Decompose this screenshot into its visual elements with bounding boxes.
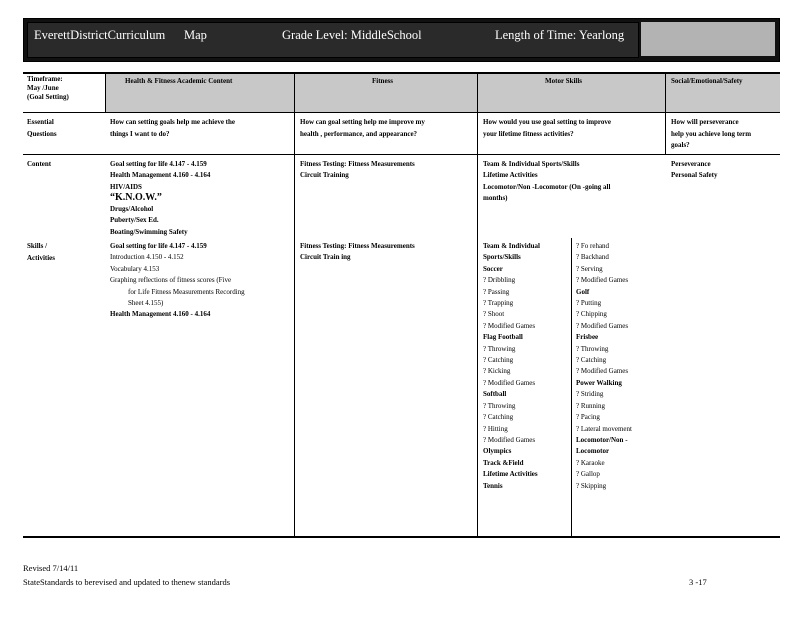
list-item: Circuit Train ing [300,253,351,262]
social-content-list [671,159,717,182]
list-item: ? Modified Games [576,367,629,376]
list-item: Locomotor [576,447,610,456]
motor-split-divider [571,238,572,537]
essential-label-2: Questions [27,130,57,138]
social-column-header: Social/Emotional/Safety [671,77,743,85]
list-item: Olympics [483,447,512,456]
list-item: ? Serving [576,264,603,273]
list-item: Graphing reflections of fitness scores (Five [110,276,232,285]
list-item: ? Chipping [576,310,607,319]
list-item: ? Passing [483,287,510,296]
health-content-list [110,159,210,193]
list-item: Sports/Skills [483,253,521,262]
list-item: Team & Individual [483,242,540,250]
list-item: for Life Fitness Measurements Recording [128,287,245,296]
list-item: Health Management 4.160 - 4.164 [110,171,211,180]
list-item: ? Modified Games [576,276,629,285]
table-top-rule [23,72,780,74]
list-item: Soccer [483,264,503,273]
list-item: Frisbee [576,333,599,342]
list-item: ? Throwing [483,401,516,410]
district-title: EverettDistrictCurriculum [34,28,166,42]
timeframe-label: Timeframe: [27,75,63,83]
list-item: Personal Safety [671,171,718,180]
list-item: Boating/Swimming Safety [110,227,188,236]
table-bottom-rule [23,536,780,538]
list-item: ? Striding [576,390,604,399]
list-item: Power Walking [576,378,622,387]
health-question-1: How can setting goals help me achieve the [110,118,236,126]
list-item: Perseverance [671,160,711,168]
list-item: ? Dribbling [483,276,516,285]
list-item: ? Modified Games [483,435,536,444]
list-item: Team & Individual Sports/Skills [483,160,580,168]
map-title: Map [184,28,207,42]
header-gray-block [641,22,775,56]
list-item: ? Running [576,401,605,410]
list-item: Goal setting for life 4.147 - 4.159 [110,242,207,250]
health-column-header: Health & Fitness Academic Content [125,77,233,85]
list-item: Fitness Testing: Fitness Measurements [300,160,415,168]
list-item: Sheet 4.155) [128,299,164,308]
list-item: Locomotor/Non -Locomotor (On -going all [483,182,611,191]
list-item: Goal setting for life 4.147 - 4.159 [110,160,207,168]
list-item: ? Hitting [483,424,508,433]
curriculum-table [23,72,780,538]
list-item: ? Catching [483,356,514,365]
social-question-1: How will perseverance [671,118,739,126]
social-question-3: goals? [671,141,690,149]
list-item: Locomotor/Non - [576,435,628,444]
list-item: Introduction 4.150 - 4.152 [110,253,184,262]
header-banner [23,18,780,62]
list-item: ? Skipping [576,481,607,490]
col-divider-4 [665,72,666,154]
list-item: ? Lateral movement [576,424,632,433]
list-item: Tennis [483,481,503,490]
motor-question-2: your lifetime fitness activities? [483,130,574,138]
list-item: ? Karaoke [576,458,605,467]
fitness-column-header: Fitness [372,77,393,85]
revised-date: Revised 7/14/11 [23,563,79,573]
fitness-skills-list [300,241,415,264]
list-item: Lifetime Activities [483,171,538,180]
timeframe-goal: (Goal Setting) [27,93,69,101]
fitness-question-2: health , performance, and appearance? [300,130,418,138]
fitness-content-list [300,159,415,182]
grade-level: Grade Level: MiddleSchool [282,28,422,42]
motor-content-list [483,159,610,205]
list-item: ? Pacing [576,413,600,422]
list-item: Softball [483,390,507,399]
motor-column-header: Motor Skills [545,77,583,85]
list-item: ? Backhand [576,253,609,262]
skills-label-1: Skills / [27,242,48,250]
health-content-topics [110,204,188,238]
col-divider-3 [477,72,478,537]
health-question-2: things I want to do? [110,130,170,138]
know-heading: “K.N.O.W.” [110,192,162,203]
list-item: Golf [576,287,590,296]
list-item: Track &Field [483,458,524,467]
essential-row-rule [23,154,780,155]
motor-question-1: How would you use goal setting to improve [483,118,612,126]
list-item: Fitness Testing: Fitness Measurements [300,242,415,250]
skills-label-2: Activities [27,254,55,262]
list-item: Circuit Training [300,171,349,180]
list-item: HIV/AIDS [110,182,142,191]
length-of-time: Length of Time: Yearlong [495,28,625,42]
col-divider-1 [105,72,106,112]
list-item: ? Gallop [576,470,600,479]
essential-label-1: Essential [27,118,54,126]
motor-skills-list-left [483,241,540,492]
list-item: ? Throwing [483,344,516,353]
list-item: ? Modified Games [483,378,536,387]
list-item: ? Catching [483,413,514,422]
list-item: ? Modified Games [483,321,536,330]
list-item: ? Throwing [576,344,609,353]
list-item: Health Management 4.160 - 4.164 [110,310,211,319]
list-item: months) [483,194,508,203]
list-item: ? Shoot [483,310,505,319]
list-item: ? Trapping [483,299,514,308]
col-divider-2 [294,72,295,537]
list-item: ? Kicking [483,367,511,376]
header-row-rule [23,112,780,113]
list-item: Drugs/Alcohol [110,205,154,213]
list-item: ? Catching [576,356,607,365]
health-skills-list [110,241,245,321]
list-item: Puberty/Sex Ed. [110,216,159,225]
motor-skills-list-right [576,241,632,492]
list-item: ? Putting [576,299,602,308]
list-item: Lifetime Activities [483,470,538,479]
list-item: Vocabulary 4.153 [110,264,160,273]
fitness-question-1: How can goal setting help me improve my [300,118,425,126]
content-label: Content [27,160,52,168]
standards-note: StateStandards to berevised and updated to thenew standards [23,577,231,587]
list-item: Flag Football [483,333,523,342]
list-item: ? Modified Games [576,321,629,330]
timeframe-months: May /June [27,84,59,92]
page-number: 3 -17 [689,577,707,587]
social-question-2: help you achieve long term [671,130,752,138]
list-item: ? Fo rehand [576,242,610,250]
